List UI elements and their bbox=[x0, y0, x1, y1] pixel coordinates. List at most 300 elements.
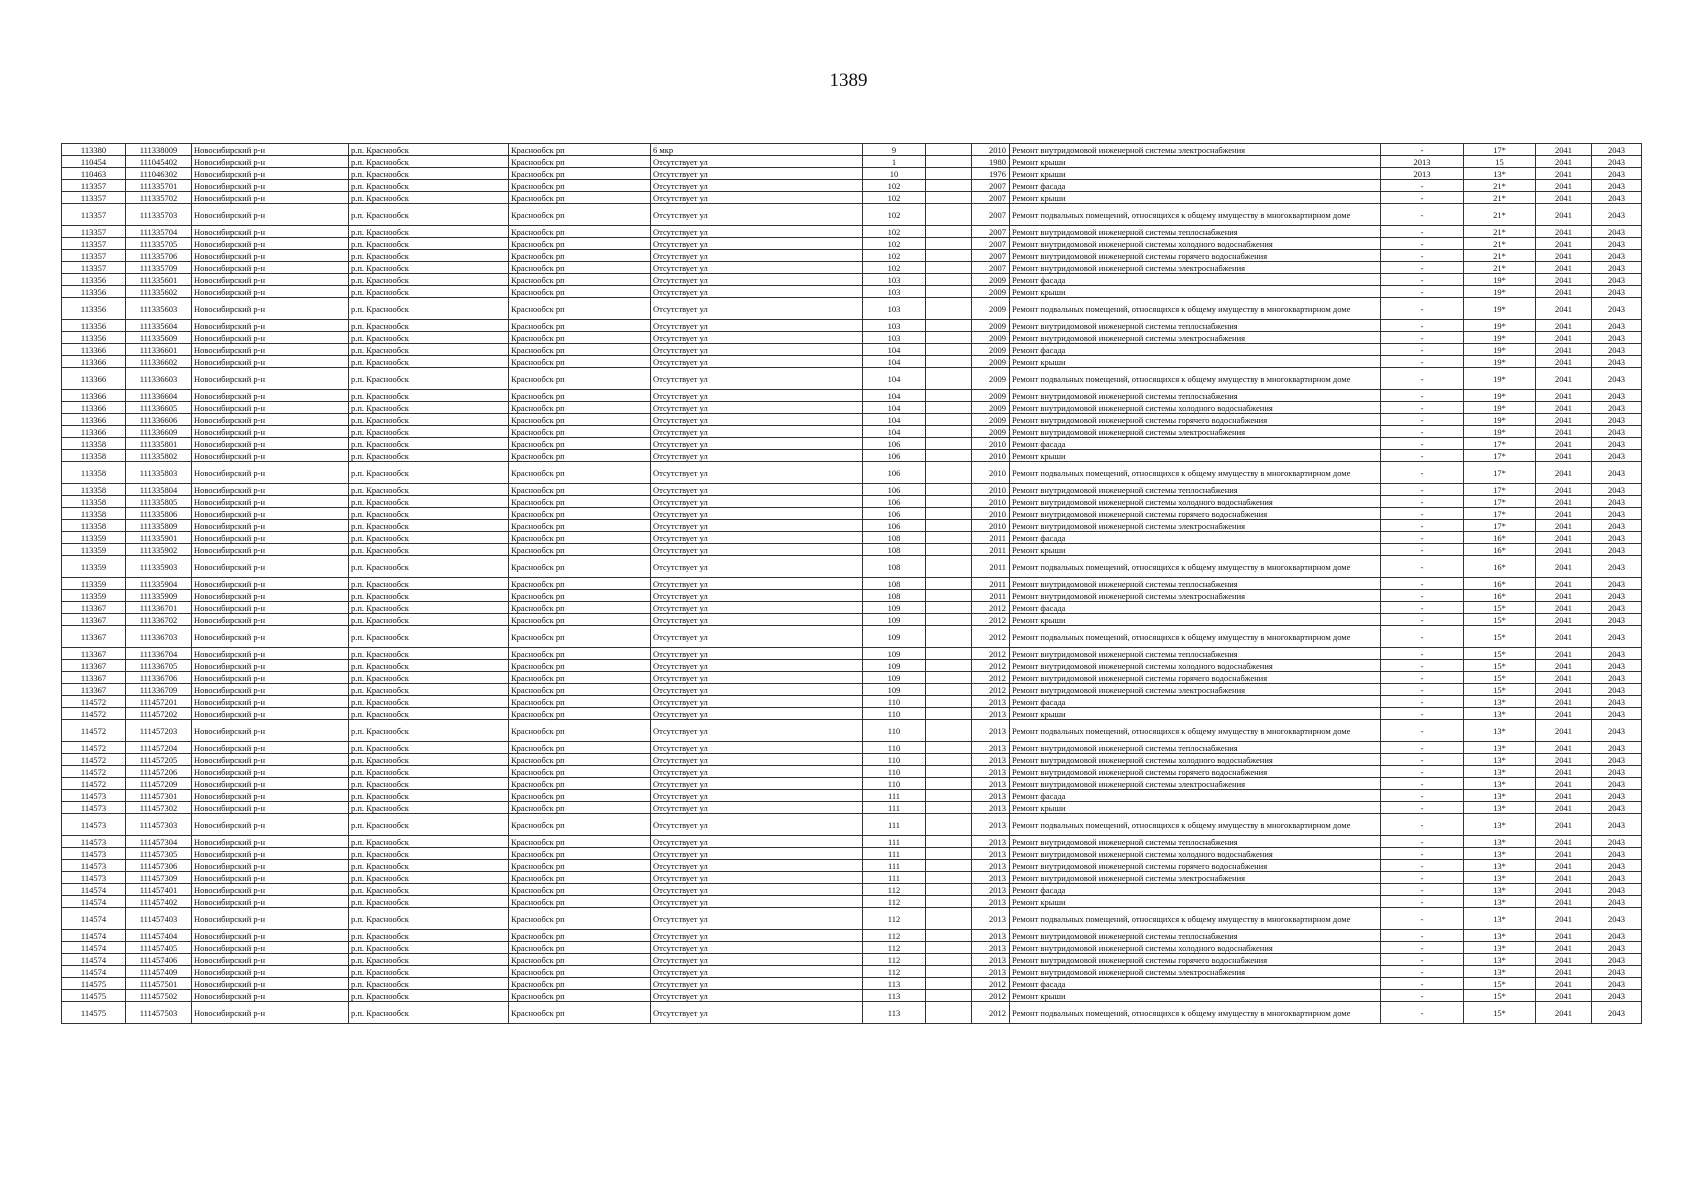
cell-locality: Краснообск рп bbox=[509, 556, 651, 578]
table-row bbox=[62, 544, 1642, 556]
cell-year-built: 2012 bbox=[972, 614, 1010, 626]
cell-settlement: р.п. Краснообск bbox=[349, 484, 509, 496]
cell-street: Отсутствует ул bbox=[651, 238, 863, 250]
cell-year-built: 2010 bbox=[972, 144, 1010, 156]
cell-year-built: 2013 bbox=[972, 814, 1010, 836]
cell-building bbox=[926, 204, 972, 226]
cell-year-built: 2010 bbox=[972, 508, 1010, 520]
cell-work-type: Ремонт внутридомовой инженерной системы теплоснабжения bbox=[1010, 930, 1381, 942]
cell-street: Отсутствует ул bbox=[651, 884, 863, 896]
cell-plan-year-start: 2041 bbox=[1536, 204, 1592, 226]
cell-locality: Краснообск рп bbox=[509, 896, 651, 908]
cell-object-id: 113358 bbox=[62, 496, 126, 508]
cell-building bbox=[926, 402, 972, 414]
cell-locality: Краснообск рп bbox=[509, 414, 651, 426]
cell-last-repair-year: - bbox=[1381, 556, 1464, 578]
cell-object-id: 113359 bbox=[62, 590, 126, 602]
cell-service-life: 21* bbox=[1464, 250, 1536, 262]
cell-plan-year-start: 2041 bbox=[1536, 344, 1592, 356]
cell-street: Отсутствует ул bbox=[651, 778, 863, 790]
cell-work-code: 111335804 bbox=[126, 484, 192, 496]
cell-building bbox=[926, 390, 972, 402]
cell-settlement: р.п. Краснообск bbox=[349, 942, 509, 954]
cell-plan-year-start: 2041 bbox=[1536, 1002, 1592, 1024]
cell-service-life: 17* bbox=[1464, 520, 1536, 532]
cell-plan-year-start: 2041 bbox=[1536, 332, 1592, 344]
cell-district: Новосибирский р-н bbox=[192, 814, 349, 836]
cell-building bbox=[926, 168, 972, 180]
cell-locality: Краснообск рп bbox=[509, 250, 651, 262]
cell-service-life: 13* bbox=[1464, 790, 1536, 802]
cell-district: Новосибирский р-н bbox=[192, 708, 349, 720]
cell-last-repair-year: - bbox=[1381, 778, 1464, 790]
cell-settlement: р.п. Краснообск bbox=[349, 954, 509, 966]
cell-plan-year-start: 2041 bbox=[1536, 872, 1592, 884]
cell-work-code: 111336604 bbox=[126, 390, 192, 402]
cell-building bbox=[926, 320, 972, 332]
cell-last-repair-year: - bbox=[1381, 532, 1464, 544]
cell-building bbox=[926, 930, 972, 942]
table-row bbox=[62, 954, 1642, 966]
cell-work-type: Ремонт крыши bbox=[1010, 156, 1381, 168]
cell-street: Отсутствует ул bbox=[651, 802, 863, 814]
cell-work-type: Ремонт внутридомовой инженерной системы теплоснабжения bbox=[1010, 648, 1381, 660]
cell-last-repair-year: - bbox=[1381, 426, 1464, 438]
cell-house-number: 110 bbox=[863, 754, 926, 766]
cell-object-id: 114573 bbox=[62, 814, 126, 836]
cell-plan-year-end: 2043 bbox=[1592, 426, 1642, 438]
cell-house-number: 110 bbox=[863, 720, 926, 742]
cell-building bbox=[926, 438, 972, 450]
cell-year-built: 2009 bbox=[972, 274, 1010, 286]
cell-year-built: 2007 bbox=[972, 226, 1010, 238]
cell-work-type: Ремонт внутридомовой инженерной системы теплоснабжения bbox=[1010, 320, 1381, 332]
cell-service-life: 15 bbox=[1464, 156, 1536, 168]
cell-street: Отсутствует ул bbox=[651, 320, 863, 332]
cell-work-type: Ремонт подвальных помещений, относящихся к общему имуществу в многоквартирном доме bbox=[1010, 556, 1381, 578]
cell-house-number: 104 bbox=[863, 368, 926, 390]
cell-service-life: 17* bbox=[1464, 450, 1536, 462]
cell-plan-year-start: 2041 bbox=[1536, 778, 1592, 790]
cell-plan-year-end: 2043 bbox=[1592, 390, 1642, 402]
cell-locality: Краснообск рп bbox=[509, 848, 651, 860]
cell-year-built: 2013 bbox=[972, 708, 1010, 720]
cell-plan-year-end: 2043 bbox=[1592, 450, 1642, 462]
cell-work-type: Ремонт внутридомовой инженерной системы холодного водоснабжения bbox=[1010, 848, 1381, 860]
cell-plan-year-start: 2041 bbox=[1536, 156, 1592, 168]
cell-year-built: 2012 bbox=[972, 978, 1010, 990]
cell-service-life: 19* bbox=[1464, 332, 1536, 344]
cell-work-type: Ремонт внутридомовой инженерной системы электроснабжения bbox=[1010, 684, 1381, 696]
cell-work-type: Ремонт внутридомовой инженерной системы электроснабжения bbox=[1010, 778, 1381, 790]
cell-work-code: 111336701 bbox=[126, 602, 192, 614]
cell-service-life: 19* bbox=[1464, 368, 1536, 390]
cell-object-id: 113356 bbox=[62, 286, 126, 298]
cell-year-built: 2009 bbox=[972, 320, 1010, 332]
cell-plan-year-end: 2043 bbox=[1592, 790, 1642, 802]
cell-object-id: 113357 bbox=[62, 238, 126, 250]
cell-house-number: 109 bbox=[863, 626, 926, 648]
table-row bbox=[62, 402, 1642, 414]
cell-settlement: р.п. Краснообск bbox=[349, 286, 509, 298]
cell-plan-year-start: 2041 bbox=[1536, 742, 1592, 754]
cell-last-repair-year: - bbox=[1381, 648, 1464, 660]
cell-building bbox=[926, 766, 972, 778]
cell-object-id: 113358 bbox=[62, 520, 126, 532]
cell-service-life: 15* bbox=[1464, 660, 1536, 672]
cell-locality: Краснообск рп bbox=[509, 438, 651, 450]
cell-work-code: 111046302 bbox=[126, 168, 192, 180]
cell-locality: Краснообск рп bbox=[509, 520, 651, 532]
cell-district: Новосибирский р-н bbox=[192, 462, 349, 484]
cell-plan-year-end: 2043 bbox=[1592, 990, 1642, 1002]
cell-house-number: 104 bbox=[863, 390, 926, 402]
cell-object-id: 113367 bbox=[62, 648, 126, 660]
cell-object-id: 114572 bbox=[62, 754, 126, 766]
cell-house-number: 9 bbox=[863, 144, 926, 156]
table-row bbox=[62, 978, 1642, 990]
cell-locality: Краснообск рп bbox=[509, 508, 651, 520]
cell-district: Новосибирский р-н bbox=[192, 250, 349, 262]
table-row bbox=[62, 754, 1642, 766]
cell-service-life: 19* bbox=[1464, 390, 1536, 402]
cell-locality: Краснообск рп bbox=[509, 368, 651, 390]
cell-street: Отсутствует ул bbox=[651, 720, 863, 742]
cell-district: Новосибирский р-н bbox=[192, 286, 349, 298]
cell-work-type: Ремонт подвальных помещений, относящихся к общему имуществу в многоквартирном доме bbox=[1010, 298, 1381, 320]
cell-locality: Краснообск рп bbox=[509, 930, 651, 942]
cell-plan-year-end: 2043 bbox=[1592, 414, 1642, 426]
cell-plan-year-start: 2041 bbox=[1536, 578, 1592, 590]
cell-last-repair-year: - bbox=[1381, 860, 1464, 872]
cell-street: Отсутствует ул bbox=[651, 298, 863, 320]
cell-last-repair-year: - bbox=[1381, 390, 1464, 402]
table-row bbox=[62, 930, 1642, 942]
cell-work-code: 111335809 bbox=[126, 520, 192, 532]
cell-year-built: 1976 bbox=[972, 168, 1010, 180]
cell-last-repair-year: - bbox=[1381, 896, 1464, 908]
cell-object-id: 114575 bbox=[62, 990, 126, 1002]
cell-plan-year-start: 2041 bbox=[1536, 672, 1592, 684]
cell-service-life: 16* bbox=[1464, 578, 1536, 590]
table-row bbox=[62, 602, 1642, 614]
cell-work-type: Ремонт внутридомовой инженерной системы теплоснабжения bbox=[1010, 742, 1381, 754]
cell-last-repair-year: - bbox=[1381, 790, 1464, 802]
cell-house-number: 109 bbox=[863, 660, 926, 672]
cell-work-type: Ремонт фасада bbox=[1010, 438, 1381, 450]
cell-district: Новосибирский р-н bbox=[192, 626, 349, 648]
cell-house-number: 110 bbox=[863, 778, 926, 790]
cell-locality: Краснообск рп bbox=[509, 390, 651, 402]
cell-settlement: р.п. Краснообск bbox=[349, 496, 509, 508]
cell-house-number: 112 bbox=[863, 908, 926, 930]
cell-plan-year-end: 2043 bbox=[1592, 508, 1642, 520]
cell-locality: Краснообск рп bbox=[509, 144, 651, 156]
cell-district: Новосибирский р-н bbox=[192, 556, 349, 578]
cell-plan-year-start: 2041 bbox=[1536, 168, 1592, 180]
cell-year-built: 2012 bbox=[972, 602, 1010, 614]
cell-building bbox=[926, 602, 972, 614]
cell-plan-year-end: 2043 bbox=[1592, 814, 1642, 836]
cell-street: Отсутствует ул bbox=[651, 790, 863, 802]
cell-year-built: 2011 bbox=[972, 556, 1010, 578]
cell-last-repair-year: - bbox=[1381, 356, 1464, 368]
cell-locality: Краснообск рп bbox=[509, 602, 651, 614]
cell-plan-year-end: 2043 bbox=[1592, 954, 1642, 966]
cell-street: Отсутствует ул bbox=[651, 672, 863, 684]
cell-house-number: 106 bbox=[863, 438, 926, 450]
cell-house-number: 111 bbox=[863, 836, 926, 848]
cell-work-type: Ремонт внутридомовой инженерной системы холодного водоснабжения bbox=[1010, 942, 1381, 954]
cell-last-repair-year: 2013 bbox=[1381, 156, 1464, 168]
cell-street: Отсутствует ул bbox=[651, 532, 863, 544]
table-row bbox=[62, 908, 1642, 930]
cell-settlement: р.п. Краснообск bbox=[349, 578, 509, 590]
cell-year-built: 2010 bbox=[972, 520, 1010, 532]
cell-last-repair-year: - bbox=[1381, 884, 1464, 896]
cell-work-code: 111336606 bbox=[126, 414, 192, 426]
table-row bbox=[62, 496, 1642, 508]
cell-plan-year-end: 2043 bbox=[1592, 978, 1642, 990]
table-row bbox=[62, 414, 1642, 426]
cell-work-type: Ремонт внутридомовой инженерной системы электроснабжения bbox=[1010, 590, 1381, 602]
cell-object-id: 113367 bbox=[62, 672, 126, 684]
cell-work-code: 111457202 bbox=[126, 708, 192, 720]
cell-plan-year-start: 2041 bbox=[1536, 790, 1592, 802]
cell-year-built: 2009 bbox=[972, 414, 1010, 426]
cell-work-code: 111336704 bbox=[126, 648, 192, 660]
cell-settlement: р.п. Краснообск bbox=[349, 696, 509, 708]
cell-year-built: 2007 bbox=[972, 238, 1010, 250]
cell-work-type: Ремонт подвальных помещений, относящихся к общему имуществу в многоквартирном доме bbox=[1010, 626, 1381, 648]
cell-service-life: 17* bbox=[1464, 508, 1536, 520]
cell-last-repair-year: - bbox=[1381, 520, 1464, 532]
cell-last-repair-year: - bbox=[1381, 942, 1464, 954]
cell-object-id: 114573 bbox=[62, 860, 126, 872]
cell-house-number: 1 bbox=[863, 156, 926, 168]
cell-house-number: 102 bbox=[863, 250, 926, 262]
cell-district: Новосибирский р-н bbox=[192, 908, 349, 930]
cell-settlement: р.п. Краснообск bbox=[349, 990, 509, 1002]
cell-district: Новосибирский р-н bbox=[192, 590, 349, 602]
cell-work-type: Ремонт внутридомовой инженерной системы электроснабжения bbox=[1010, 262, 1381, 274]
cell-settlement: р.п. Краснообск bbox=[349, 872, 509, 884]
cell-service-life: 16* bbox=[1464, 544, 1536, 556]
cell-object-id: 113380 bbox=[62, 144, 126, 156]
cell-service-life: 16* bbox=[1464, 532, 1536, 544]
cell-year-built: 2012 bbox=[972, 672, 1010, 684]
cell-street: Отсутствует ул bbox=[651, 872, 863, 884]
cell-house-number: 109 bbox=[863, 684, 926, 696]
cell-work-type: Ремонт фасада bbox=[1010, 696, 1381, 708]
cell-street: Отсутствует ул bbox=[651, 426, 863, 438]
cell-street: Отсутствует ул bbox=[651, 356, 863, 368]
cell-district: Новосибирский р-н bbox=[192, 696, 349, 708]
cell-locality: Краснообск рп bbox=[509, 884, 651, 896]
cell-house-number: 104 bbox=[863, 344, 926, 356]
cell-district: Новосибирский р-н bbox=[192, 742, 349, 754]
cell-work-code: 111335702 bbox=[126, 192, 192, 204]
cell-plan-year-end: 2043 bbox=[1592, 684, 1642, 696]
cell-year-built: 2013 bbox=[972, 860, 1010, 872]
cell-work-type: Ремонт крыши bbox=[1010, 802, 1381, 814]
cell-last-repair-year: - bbox=[1381, 274, 1464, 286]
cell-street: Отсутствует ул bbox=[651, 390, 863, 402]
cell-building bbox=[926, 836, 972, 848]
table-row bbox=[62, 508, 1642, 520]
cell-object-id: 113359 bbox=[62, 556, 126, 578]
table-row bbox=[62, 696, 1642, 708]
cell-work-type: Ремонт внутридомовой инженерной системы теплоснабжения bbox=[1010, 836, 1381, 848]
cell-building bbox=[926, 884, 972, 896]
cell-plan-year-end: 2043 bbox=[1592, 672, 1642, 684]
cell-object-id: 113366 bbox=[62, 414, 126, 426]
cell-building bbox=[926, 462, 972, 484]
cell-year-built: 2013 bbox=[972, 908, 1010, 930]
cell-building bbox=[926, 156, 972, 168]
cell-last-repair-year: - bbox=[1381, 578, 1464, 590]
cell-plan-year-start: 2041 bbox=[1536, 390, 1592, 402]
cell-plan-year-end: 2043 bbox=[1592, 896, 1642, 908]
cell-last-repair-year: 2013 bbox=[1381, 168, 1464, 180]
cell-plan-year-start: 2041 bbox=[1536, 660, 1592, 672]
cell-service-life: 17* bbox=[1464, 484, 1536, 496]
cell-service-life: 17* bbox=[1464, 462, 1536, 484]
cell-work-code: 111457402 bbox=[126, 896, 192, 908]
cell-district: Новосибирский р-н bbox=[192, 414, 349, 426]
cell-plan-year-end: 2043 bbox=[1592, 286, 1642, 298]
cell-last-repair-year: - bbox=[1381, 238, 1464, 250]
cell-year-built: 1980 bbox=[972, 156, 1010, 168]
cell-year-built: 2010 bbox=[972, 462, 1010, 484]
cell-plan-year-end: 2043 bbox=[1592, 720, 1642, 742]
cell-district: Новосибирский р-н bbox=[192, 438, 349, 450]
cell-settlement: р.п. Краснообск bbox=[349, 414, 509, 426]
cell-last-repair-year: - bbox=[1381, 766, 1464, 778]
cell-last-repair-year: - bbox=[1381, 626, 1464, 648]
cell-settlement: р.п. Краснообск bbox=[349, 274, 509, 286]
cell-service-life: 19* bbox=[1464, 320, 1536, 332]
cell-service-life: 19* bbox=[1464, 402, 1536, 414]
cell-work-code: 111457405 bbox=[126, 942, 192, 954]
cell-service-life: 13* bbox=[1464, 708, 1536, 720]
cell-work-type: Ремонт внутридомовой инженерной системы теплоснабжения bbox=[1010, 578, 1381, 590]
cell-object-id: 113358 bbox=[62, 438, 126, 450]
cell-plan-year-start: 2041 bbox=[1536, 930, 1592, 942]
cell-last-repair-year: - bbox=[1381, 496, 1464, 508]
cell-year-built: 2013 bbox=[972, 778, 1010, 790]
cell-last-repair-year: - bbox=[1381, 660, 1464, 672]
cell-year-built: 2013 bbox=[972, 896, 1010, 908]
cell-work-code: 111457403 bbox=[126, 908, 192, 930]
cell-house-number: 111 bbox=[863, 848, 926, 860]
cell-district: Новосибирский р-н bbox=[192, 496, 349, 508]
table-row bbox=[62, 426, 1642, 438]
cell-plan-year-end: 2043 bbox=[1592, 708, 1642, 720]
cell-building bbox=[926, 848, 972, 860]
cell-service-life: 13* bbox=[1464, 954, 1536, 966]
cell-work-code: 111335802 bbox=[126, 450, 192, 462]
table-row bbox=[62, 660, 1642, 672]
cell-work-type: Ремонт фасада bbox=[1010, 602, 1381, 614]
cell-work-type: Ремонт внутридомовой инженерной системы электроснабжения bbox=[1010, 144, 1381, 156]
cell-work-type: Ремонт подвальных помещений, относящихся к общему имуществу в многоквартирном доме bbox=[1010, 814, 1381, 836]
cell-district: Новосибирский р-н bbox=[192, 274, 349, 286]
cell-street: Отсутствует ул bbox=[651, 942, 863, 954]
cell-plan-year-start: 2041 bbox=[1536, 908, 1592, 930]
cell-work-code: 111335904 bbox=[126, 578, 192, 590]
cell-year-built: 2012 bbox=[972, 648, 1010, 660]
cell-last-repair-year: - bbox=[1381, 696, 1464, 708]
cell-district: Новосибирский р-н bbox=[192, 884, 349, 896]
cell-building bbox=[926, 660, 972, 672]
cell-work-code: 111457205 bbox=[126, 754, 192, 766]
cell-street: Отсутствует ул bbox=[651, 708, 863, 720]
cell-plan-year-start: 2041 bbox=[1536, 520, 1592, 532]
cell-building bbox=[926, 908, 972, 930]
cell-year-built: 2010 bbox=[972, 450, 1010, 462]
cell-district: Новосибирский р-н bbox=[192, 684, 349, 696]
cell-plan-year-start: 2041 bbox=[1536, 954, 1592, 966]
cell-locality: Краснообск рп bbox=[509, 450, 651, 462]
cell-work-type: Ремонт внутридомовой инженерной системы электроснабжения bbox=[1010, 520, 1381, 532]
cell-object-id: 113357 bbox=[62, 192, 126, 204]
cell-district: Новосибирский р-н bbox=[192, 1002, 349, 1024]
cell-plan-year-end: 2043 bbox=[1592, 626, 1642, 648]
cell-last-repair-year: - bbox=[1381, 414, 1464, 426]
cell-work-code: 111336605 bbox=[126, 402, 192, 414]
cell-plan-year-end: 2043 bbox=[1592, 226, 1642, 238]
cell-object-id: 114574 bbox=[62, 908, 126, 930]
cell-house-number: 102 bbox=[863, 192, 926, 204]
cell-service-life: 13* bbox=[1464, 908, 1536, 930]
cell-locality: Краснообск рп bbox=[509, 648, 651, 660]
cell-street: Отсутствует ул bbox=[651, 590, 863, 602]
cell-street: Отсутствует ул bbox=[651, 1002, 863, 1024]
cell-plan-year-end: 2043 bbox=[1592, 180, 1642, 192]
cell-house-number: 104 bbox=[863, 414, 926, 426]
cell-plan-year-end: 2043 bbox=[1592, 860, 1642, 872]
cell-plan-year-end: 2043 bbox=[1592, 614, 1642, 626]
cell-plan-year-start: 2041 bbox=[1536, 544, 1592, 556]
cell-locality: Краснообск рп bbox=[509, 814, 651, 836]
cell-year-built: 2013 bbox=[972, 930, 1010, 942]
cell-settlement: р.п. Краснообск bbox=[349, 754, 509, 766]
cell-settlement: р.п. Краснообск bbox=[349, 590, 509, 602]
cell-work-type: Ремонт внутридомовой инженерной системы горячего водоснабжения bbox=[1010, 414, 1381, 426]
cell-work-code: 111335603 bbox=[126, 298, 192, 320]
cell-plan-year-start: 2041 bbox=[1536, 590, 1592, 602]
cell-plan-year-end: 2043 bbox=[1592, 496, 1642, 508]
cell-locality: Краснообск рп bbox=[509, 356, 651, 368]
cell-last-repair-year: - bbox=[1381, 720, 1464, 742]
cell-work-code: 111335604 bbox=[126, 320, 192, 332]
cell-last-repair-year: - bbox=[1381, 590, 1464, 602]
table-row bbox=[62, 450, 1642, 462]
cell-building bbox=[926, 250, 972, 262]
cell-plan-year-start: 2041 bbox=[1536, 450, 1592, 462]
cell-year-built: 2009 bbox=[972, 298, 1010, 320]
cell-house-number: 102 bbox=[863, 262, 926, 274]
cell-locality: Краснообск рп bbox=[509, 978, 651, 990]
cell-object-id: 110454 bbox=[62, 156, 126, 168]
cell-work-type: Ремонт крыши bbox=[1010, 168, 1381, 180]
cell-house-number: 113 bbox=[863, 990, 926, 1002]
cell-last-repair-year: - bbox=[1381, 250, 1464, 262]
cell-object-id: 113358 bbox=[62, 462, 126, 484]
table-row bbox=[62, 742, 1642, 754]
cell-object-id: 114574 bbox=[62, 966, 126, 978]
